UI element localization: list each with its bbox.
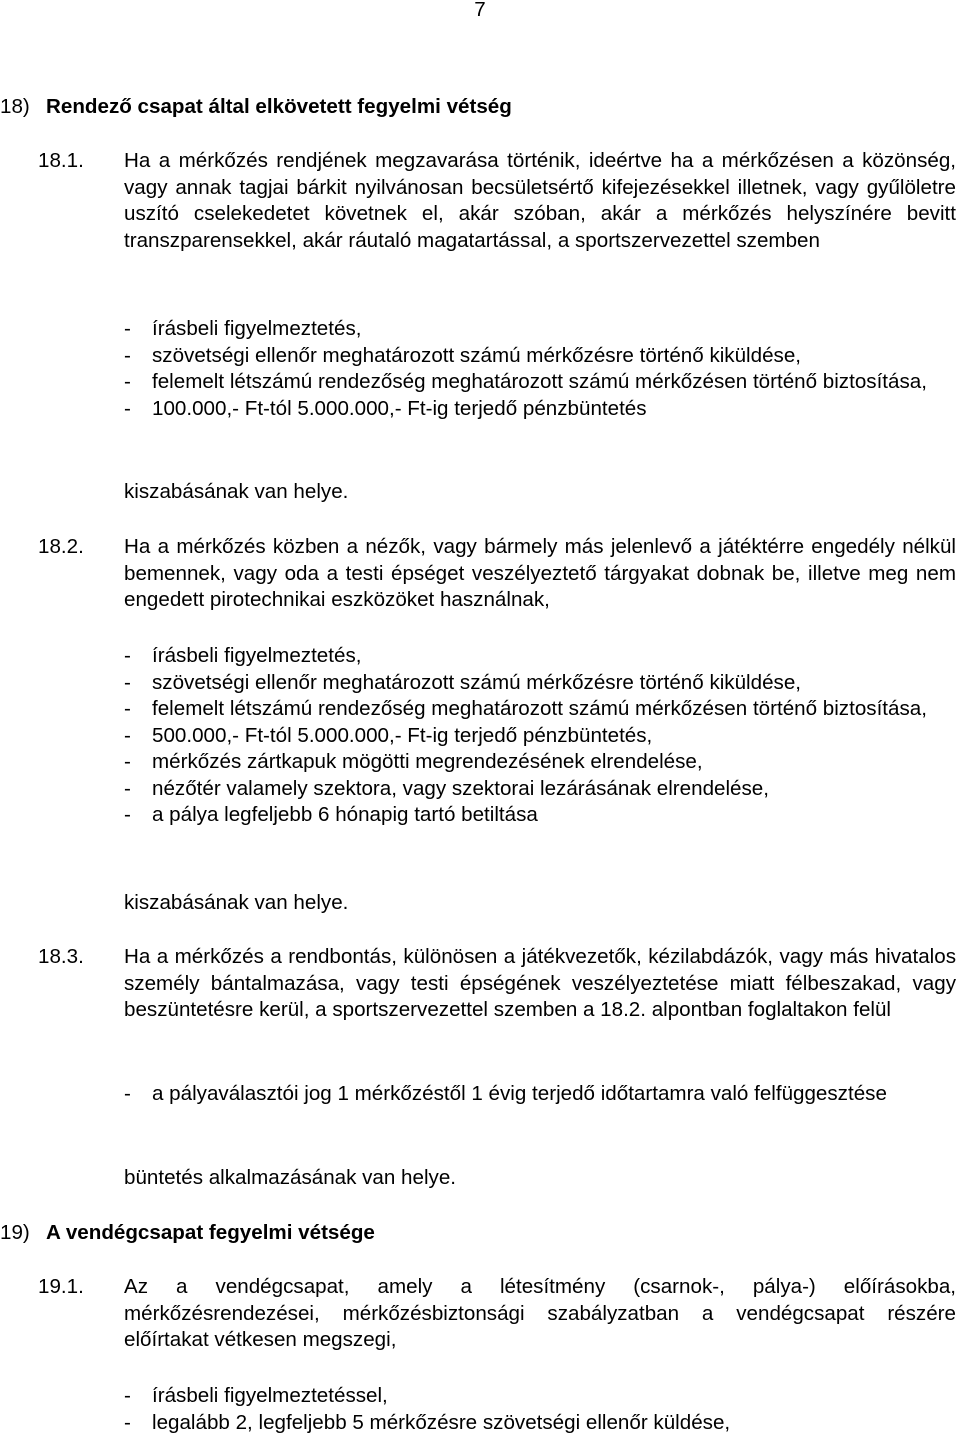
bullet-item [124, 369, 956, 396]
section-title: Rendező csapat által elkövetett fegyelmi vétség [46, 95, 512, 118]
dash-marker: - [124, 803, 131, 826]
dash-marker: - [124, 370, 131, 393]
dash-marker: - [124, 396, 131, 420]
bullet-item [124, 723, 956, 750]
bullet-text: 500.000,- Ft-tól 5.000.000,- Ft-ig terjedő pénzbüntetés, [152, 723, 653, 747]
section-title: A vendégcsapat fegyelmi vétsége [46, 1221, 375, 1244]
section-number: 18) [0, 95, 30, 118]
clause-number-19-1: 19.1. [38, 1275, 84, 1298]
dash-marker: - [124, 343, 131, 367]
bullet-item [124, 1081, 956, 1108]
bullet-text: a pálya legfeljebb 6 hónapig tartó betiltása [152, 803, 538, 826]
clause-text-19-1: Az a vendégcsapat, amely a létesítmény (csarnok-, pálya-) előírásokba, mérkőzésrendezései, mérkőzésbiztonsági szabályzatban a vendégcsapat részére előírtakat vétkesen megszegi, [124, 1275, 956, 1351]
dash-marker: - [124, 317, 131, 340]
bullet-item [124, 1383, 956, 1410]
bullet-text: 100.000,- Ft-tól 5.000.000,- Ft-ig terjedő pénzbüntetés [152, 396, 647, 420]
bullet-text: szövetségi ellenőr meghatározott számú mérkőzésre történő kiküldése, [152, 670, 802, 694]
section-number: 19) [0, 1221, 30, 1244]
bullet-item [124, 670, 956, 697]
clause-bullets-18-1 [124, 316, 956, 422]
clause-closing-18-2: kiszabásának van helye. [124, 891, 349, 914]
dash-marker: - [124, 1384, 131, 1407]
bullet-text: legalább 2, legfeljebb 5 mérkőzésre szövetségi ellenőr küldése, [152, 1410, 731, 1434]
page-number: 7 [474, 0, 486, 21]
bullet-item [124, 696, 956, 723]
bullet-text: felemelt létszámú rendezőség meghatározott számú mérkőzésen történő biztosítása, [152, 697, 927, 720]
bullet-item [124, 643, 956, 670]
bullet-text: felemelt létszámú rendezőség meghatározott számú mérkőzésen történő biztosítása, [152, 370, 927, 393]
bullet-item [124, 802, 956, 829]
dash-marker: - [124, 1410, 131, 1434]
dash-marker: - [124, 644, 131, 667]
clause-bullets-19-1 [124, 1383, 956, 1436]
clause-closing-18-1: kiszabásának van helye. [124, 480, 349, 503]
bullet-text: szövetségi ellenőr meghatározott számú mérkőzésre történő kiküldése, [152, 343, 802, 367]
dash-marker: - [124, 750, 131, 773]
clause-text-18-2: Ha a mérkőzés közben a nézők, vagy bármely más jelenlevő a játéktérre engedély nélkül bemennek, vagy oda a testi épséget veszélyeztető tárgyakat dobnak be, illetve meg nem engedett pirotechnikai eszközöket használnak, [124, 535, 956, 611]
clause-bullets-18-3 [124, 1081, 956, 1108]
bullet-text: írásbeli figyelmeztetés, [152, 317, 362, 340]
bullet-item [124, 396, 956, 423]
bullet-item [124, 1410, 956, 1437]
dash-marker: - [124, 670, 131, 694]
bullet-text: írásbeli figyelmeztetéssel, [152, 1384, 388, 1407]
clause-bullets-18-2 [124, 643, 956, 829]
bullet-item [124, 749, 956, 776]
clause-closing-18-3: büntetés alkalmazásának van helye. [124, 1166, 456, 1189]
bullet-item [124, 316, 956, 343]
bullet-text: nézőtér valamely szektora, vagy szektorai lezárásának elrendelése, [152, 776, 769, 800]
dash-marker: - [124, 723, 131, 747]
dash-marker: - [124, 1082, 131, 1105]
bullet-text: írásbeli figyelmeztetés, [152, 644, 362, 667]
bullet-text: a pályaválasztói jog 1 mérkőzéstől 1 évig terjedő időtartamra való felfüggesztése [152, 1082, 887, 1105]
dash-marker: - [124, 776, 131, 800]
bullet-item [124, 776, 956, 803]
dash-marker: - [124, 697, 131, 720]
clause-number-18-2: 18.2. [38, 535, 84, 558]
clause-number-18-3: 18.3. [38, 945, 84, 968]
bullet-item [124, 343, 956, 370]
bullet-text: mérkőzés zártkapuk mögötti megrendezésének elrendelése, [152, 750, 703, 773]
clause-number-18-1: 18.1. [38, 149, 84, 172]
clause-text-18-3: Ha a mérkőzés a rendbontás, különösen a játékvezetők, kézilabdázók, vagy más hivatalos személy bántalmazása, vagy testi épségének veszélyeztetése miatt félbeszakad, vagy beszüntetésre kerül, a sportszervezettel szemben a 18.2. alpontban foglaltakon felül [124, 945, 956, 1021]
clause-text-18-1: Ha a mérkőzés rendjének megzavarása történik, ideértve ha a mérkőzésen a közönség, vagy annak tagjai bárkit nyilvánosan becsületsértő kifejezésekkel illetnek, vagy gyűlöletre uszító cselekedetet követnek el, akár szóban, akár a mérkőzés helyszínére bevitt transzparensekkel, akár ráutaló magatartással, a sportszervezettel szemben [124, 149, 956, 252]
